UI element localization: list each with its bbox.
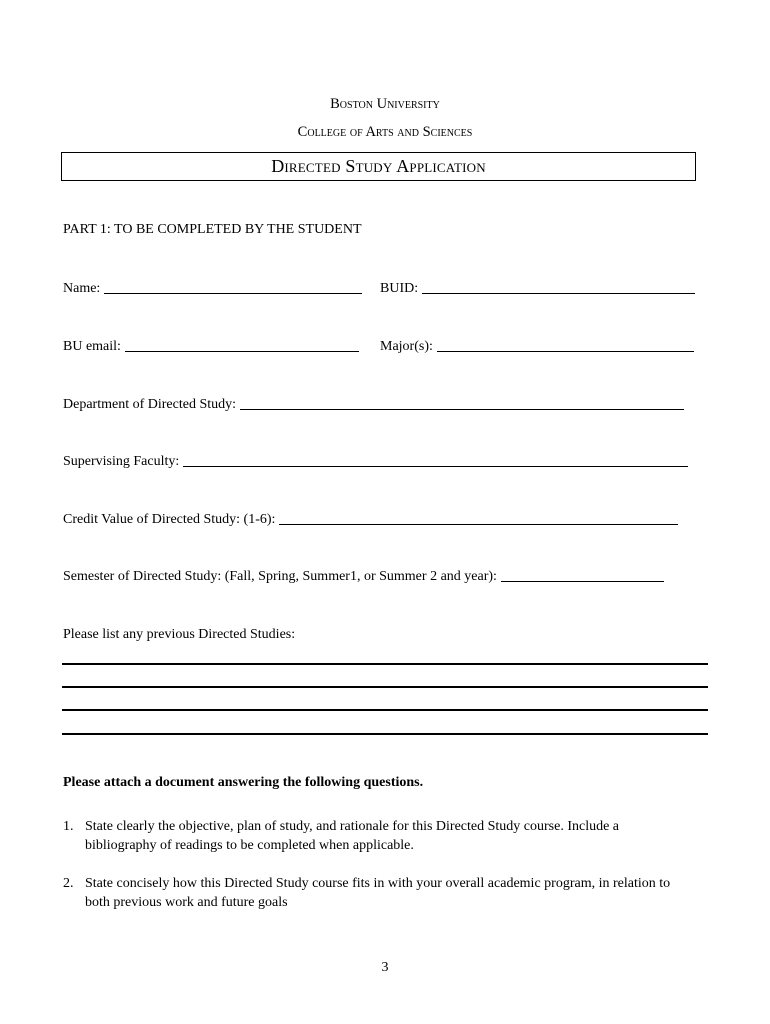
university-name: Boston University — [330, 96, 440, 112]
previous-studies-line-1[interactable] — [62, 663, 708, 665]
question-number: 1. — [63, 819, 74, 834]
credit-input-line[interactable] — [279, 523, 678, 525]
credit-field[interactable] — [63, 512, 678, 528]
page-number: 3 — [381, 960, 389, 975]
faculty-input-line[interactable] — [183, 465, 688, 467]
previous-studies-line-4[interactable] — [62, 733, 708, 735]
question-number: 2. — [63, 876, 74, 891]
name-input-line[interactable] — [104, 292, 362, 294]
document-title-box — [61, 152, 696, 181]
semester-field[interactable] — [63, 569, 664, 585]
document-title: Directed Study Application — [271, 156, 486, 176]
attachment-heading: Please attach a document answering the following questions. — [63, 775, 424, 790]
question-item-1 — [63, 817, 685, 855]
semester-label: Semester of Directed Study: (Fall, Spring, Summer1, or Summer 2 and year): — [63, 569, 497, 584]
question-item-2 — [63, 874, 685, 912]
buid-input-line[interactable] — [422, 292, 695, 294]
question-text: State concisely how this Directed Study course fits in with your overall academic program, in relation to both previous work and future goals — [85, 876, 671, 910]
college-name: College of Arts and Sciences — [297, 124, 473, 140]
faculty-field[interactable] — [63, 454, 688, 470]
email-input-line[interactable] — [125, 350, 359, 352]
previous-studies-line-2[interactable] — [62, 686, 708, 688]
previous-studies-line-3[interactable] — [62, 709, 708, 711]
majors-label: Major(s): — [380, 339, 433, 354]
buid-field[interactable] — [380, 281, 695, 297]
part1-heading: PART 1: TO BE COMPLETED BY THE STUDENT — [63, 222, 362, 237]
department-field[interactable] — [63, 397, 684, 413]
majors-field[interactable] — [380, 339, 694, 355]
credit-label: Credit Value of Directed Study: (1-6): — [63, 512, 276, 527]
name-field[interactable] — [63, 281, 362, 297]
email-label: BU email: — [63, 339, 121, 354]
department-input-line[interactable] — [240, 408, 684, 410]
previous-studies-label: Please list any previous Directed Studies: — [63, 627, 296, 642]
semester-input-line[interactable] — [501, 580, 664, 582]
name-label: Name: — [63, 281, 101, 296]
question-text: State clearly the objective, plan of study, and rationale for this Directed Study course. Include a bibliography of readings to be completed when applicable. — [85, 819, 620, 853]
buid-label: BUID: — [380, 281, 419, 296]
faculty-label: Supervising Faculty: — [63, 454, 180, 469]
email-field[interactable] — [63, 339, 359, 355]
majors-input-line[interactable] — [437, 350, 694, 352]
previous-studies-field — [63, 627, 299, 643]
department-label: Department of Directed Study: — [63, 397, 237, 412]
